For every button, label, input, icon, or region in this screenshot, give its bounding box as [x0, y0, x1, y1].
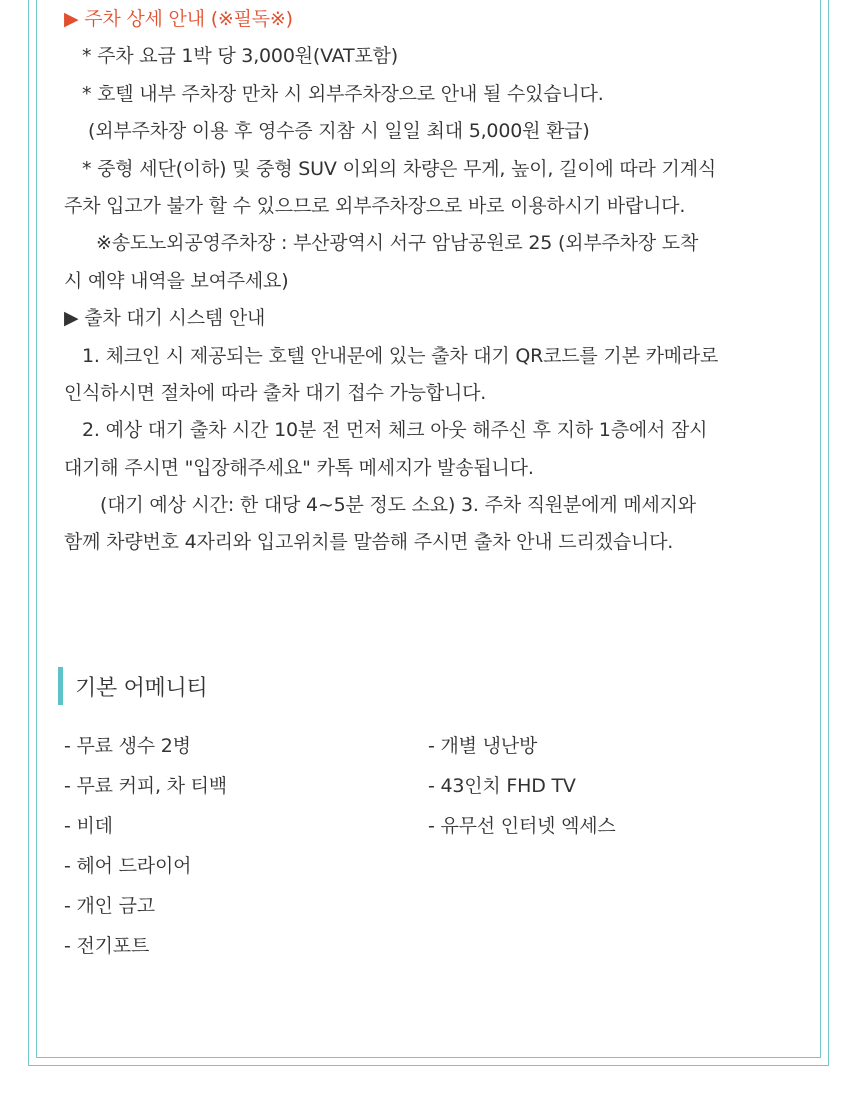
parking-heading: ▶ 주차 상세 안내 (※필독※): [64, 8, 293, 30]
parking-info-section: [64, 0, 804, 562]
list-item: - 비데: [64, 815, 113, 837]
parking-vehicle-line2: 주차 입고가 불가 할 수 있으므로 외부주차장으로 바로 이용하시기 바랍니다.: [64, 194, 686, 217]
parking-fee: * 주차 요금 1박 당 3,000원(VAT포함): [82, 45, 398, 68]
list-item: - 전기포트: [64, 935, 150, 957]
parking-external-line2: 시 예약 내역을 보여주세요): [64, 269, 289, 292]
amenities-list-left: [64, 726, 227, 966]
list-item: - 개인 금고: [64, 895, 155, 917]
wait-step1-line2: 인식하시면 절차에 따라 출차 대기 접수 가능합니다.: [64, 381, 487, 404]
parking-external-line1: ※송도노외공영주차장 : 부산광역시 서구 암남공원로 25 (외부주차장 도착: [96, 232, 699, 255]
parking-notice: [64, 0, 804, 562]
amenities-title: 기본 어메니티: [75, 675, 208, 701]
list-item: - 무료 생수 2병: [64, 735, 191, 757]
list-item: - 개별 냉난방: [428, 735, 538, 757]
wait-step2-line2: 대기해 주시면 "입장해주세요" 카톡 메세지가 발송됩니다.: [64, 456, 534, 479]
list-item: - 헤어 드라이어: [64, 855, 192, 877]
wait-system-heading: ▶ 출차 대기 시스템 안내: [64, 307, 266, 330]
list-item: - 유무선 인터넷 엑세스: [428, 815, 616, 837]
wait-step3-line1: (대기 예상 시간: 한 대당 4~5분 정도 소요) 3. 주차 직원분에게 메세지와: [100, 494, 696, 517]
wait-step2-line1: 2. 예상 대기 출차 시간 10분 전 먼저 체크 아웃 해주신 후 지하 1층에서 잠시: [82, 419, 708, 442]
amenities-list-right: [428, 726, 616, 846]
wait-step3-line2: 함께 차량번호 4자리와 입고위치를 말씀해 주시면 출차 안내 드리겠습니다.: [64, 531, 674, 554]
parking-refund: (외부주차장 이용 후 영수증 지참 시 일일 최대 5,000원 환급): [88, 120, 590, 143]
parking-full-notice: * 호텔 내부 주차장 만차 시 외부주차장으로 안내 될 수있습니다.: [82, 82, 604, 105]
heading-accent-bar: [58, 667, 63, 705]
list-item: - 무료 커피, 차 티백: [64, 775, 227, 797]
parking-vehicle-line1: * 중형 세단(이하) 및 중형 SUV 이외의 차량은 무게, 높이, 길이에 따라 기계식: [82, 157, 717, 180]
amenities-heading: [58, 666, 207, 706]
wait-step1-line1: 1. 체크인 시 제공되는 호텔 안내문에 있는 출차 대기 QR코드를 기본 카메라로: [82, 344, 719, 367]
list-item: - 43인치 FHD TV: [428, 775, 576, 797]
